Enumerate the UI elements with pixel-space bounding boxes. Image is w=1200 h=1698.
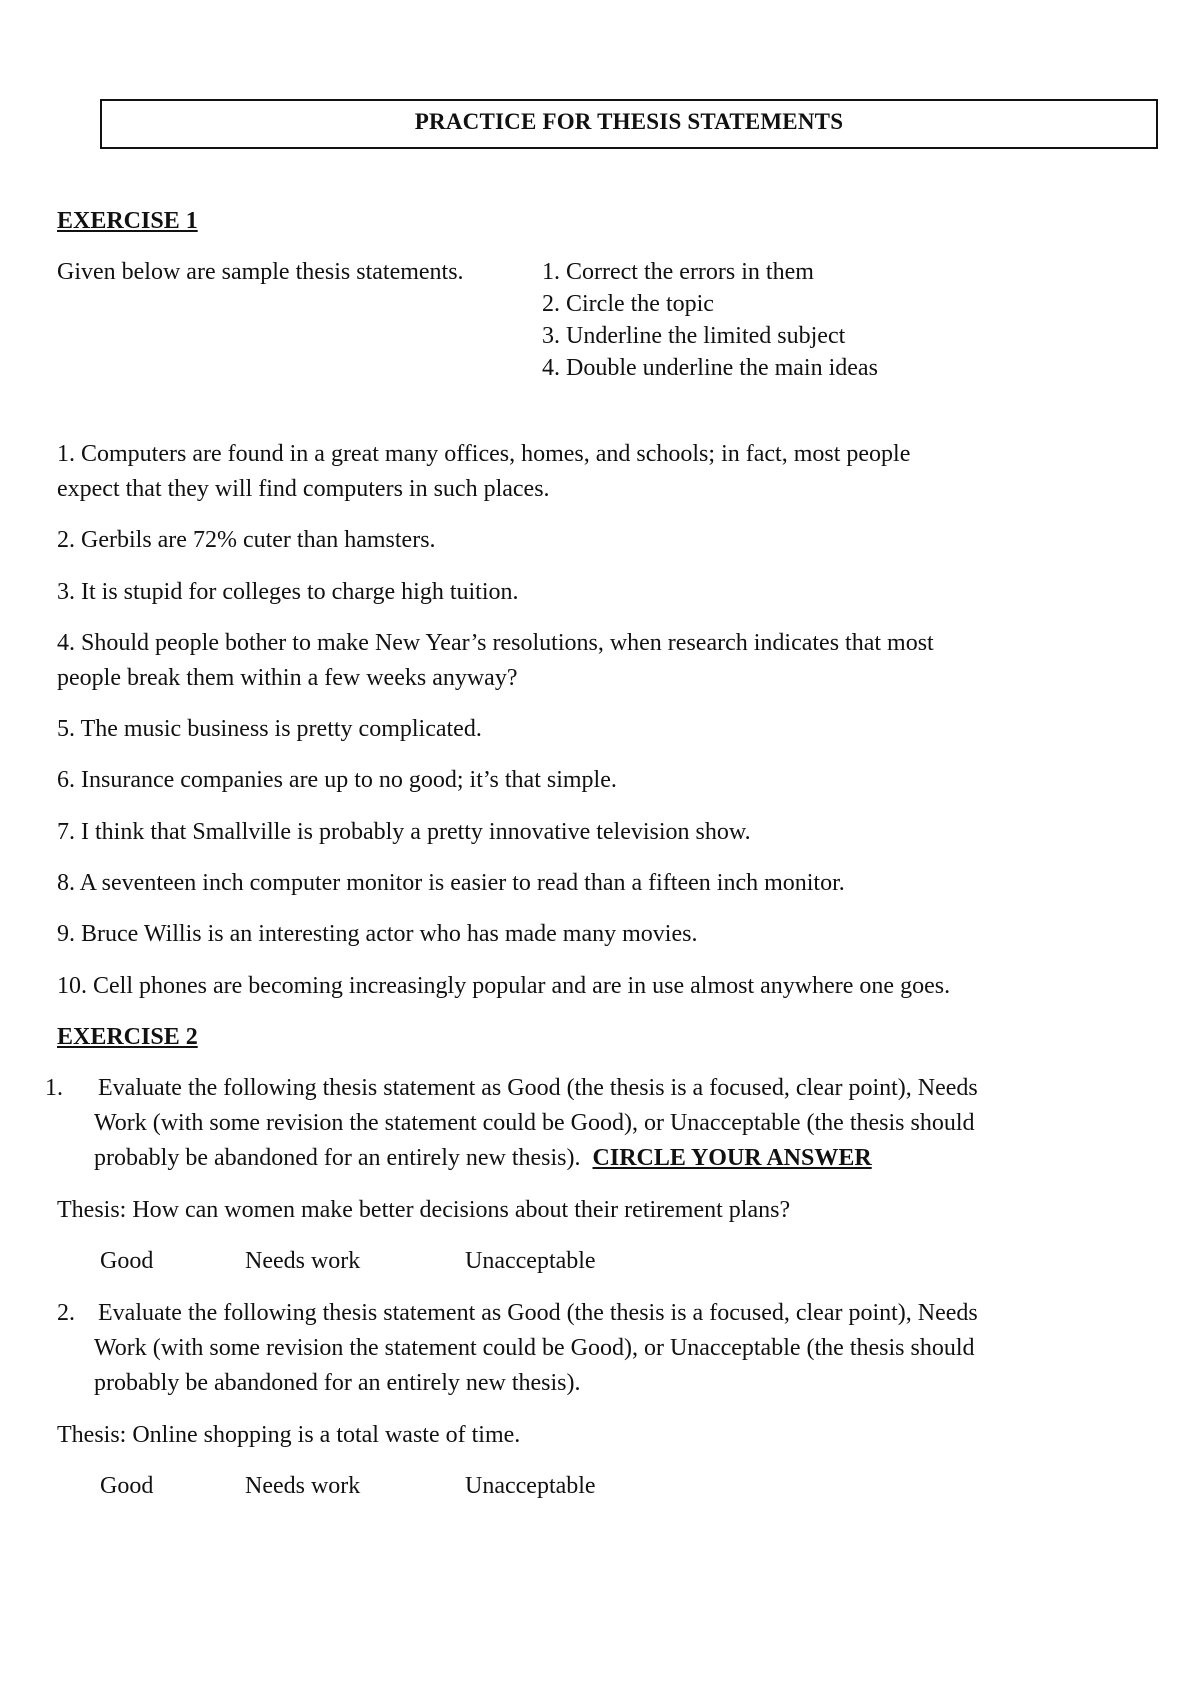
exercise-1-item-4: 4. Should people bother to make New Year’s resolutions, when research indicates that most	[57, 630, 934, 656]
exercise-1-item-9: 9. Bruce Willis is an interesting actor who has made many movies.	[57, 921, 698, 947]
exercise-1-item-3: 3. It is stupid for colleges to charge high tuition.	[57, 579, 519, 605]
question-2-choice-needs-work[interactable]: Needs work	[245, 1473, 361, 1499]
question-2-thesis: Thesis: Online shopping is a total waste of time.	[57, 1422, 521, 1448]
exercise-1-item-1-cont: expect that they will find computers in such places.	[57, 476, 550, 502]
instruction-1: 1. Correct the errors in them	[542, 259, 814, 285]
page-title: PRACTICE FOR THESIS STATEMENTS	[414, 109, 844, 134]
exercise-1-intro: Given below are sample thesis statements.	[57, 259, 464, 285]
question-2-line-1: Evaluate the following thesis statement as Good (the thesis is a focused, clear point), Needs	[98, 1300, 978, 1326]
question-1-line-2: Work (with some revision the statement could be Good), or Unacceptable (the thesis should	[94, 1110, 975, 1136]
exercise-1-item-7: 7. I think that Smallville is probably a pretty innovative television show.	[57, 819, 751, 845]
exercise-1-item-10: 10. Cell phones are becoming increasingly popular and are in use almost anywhere one goes.	[57, 973, 951, 999]
instruction-3: 3. Underline the limited subject	[542, 323, 846, 349]
question-2-line-2: Work (with some revision the statement could be Good), or Unacceptable (the thesis should	[94, 1335, 975, 1361]
question-2-choice-unacceptable[interactable]: Unacceptable	[465, 1473, 596, 1499]
exercise-1-heading: EXERCISE 1	[57, 208, 198, 234]
circle-your-answer-label: CIRCLE YOUR ANSWER	[592, 1145, 872, 1171]
title-box	[100, 99, 1158, 149]
question-2-choice-good[interactable]: Good	[100, 1473, 154, 1499]
question-2-line-3: probably be abandoned for an entirely new thesis).	[94, 1370, 581, 1396]
question-1-choice-unacceptable[interactable]: Unacceptable	[465, 1248, 596, 1274]
exercise-1-item-2: 2. Gerbils are 72% cuter than hamsters.	[57, 527, 436, 553]
exercise-1-item-5: 5. The music business is pretty complicated.	[57, 716, 482, 742]
exercise-1-item-6: 6. Insurance companies are up to no good; it’s that simple.	[57, 767, 617, 793]
instruction-2: 2. Circle the topic	[542, 291, 714, 317]
instruction-4: 4. Double underline the main ideas	[542, 355, 878, 381]
question-1-line-3	[94, 1145, 872, 1172]
exercise-1-item-1: 1. Computers are found in a great many offices, homes, and schools; in fact, most people	[57, 441, 911, 467]
question-1-choice-good[interactable]: Good	[100, 1248, 154, 1274]
exercise-1-item-4-cont: people break them within a few weeks anyway?	[57, 665, 518, 691]
question-1-line-1: Evaluate the following thesis statement as Good (the thesis is a focused, clear point), Needs	[98, 1075, 978, 1101]
question-1-line-3-text: probably be abandoned for an entirely new thesis).	[94, 1145, 581, 1171]
question-1-choice-needs-work[interactable]: Needs work	[245, 1248, 361, 1274]
question-2-number: 2.	[57, 1300, 75, 1326]
question-1-thesis: Thesis: How can women make better decisions about their retirement plans?	[57, 1197, 791, 1223]
exercise-2-heading: EXERCISE 2	[57, 1024, 198, 1050]
exercise-1-item-8: 8. A seventeen inch computer monitor is easier to read than a fifteen inch monitor.	[57, 870, 845, 896]
question-1-number: 1.	[45, 1075, 63, 1101]
